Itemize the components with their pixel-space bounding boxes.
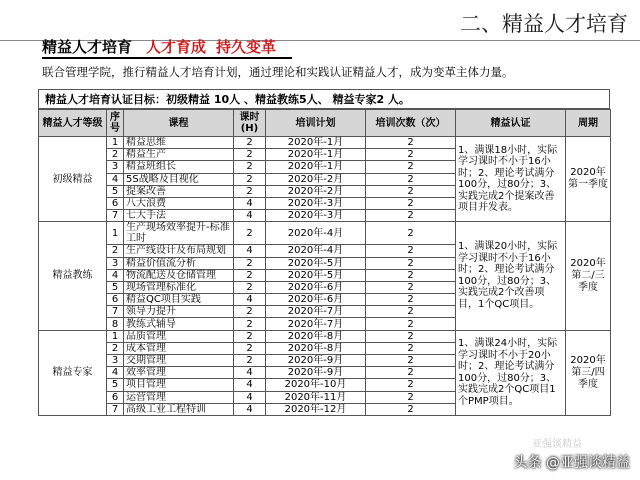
- no-cell: 8: [107, 318, 124, 330]
- no-cell: 6: [107, 197, 124, 209]
- col-header-cert: 精益认证: [456, 110, 566, 137]
- no-cell: 3: [107, 161, 124, 173]
- hours-cell: 4: [234, 379, 266, 391]
- times-cell: 2: [366, 245, 456, 257]
- plan-cell: 2020年-10月: [266, 379, 366, 391]
- plan-cell: 2020年-11月: [266, 391, 366, 403]
- plan-cell: 2020年-7月: [266, 306, 366, 318]
- times-cell: 2: [366, 281, 456, 293]
- heading-red-1: 人才育成: [146, 38, 207, 56]
- level-cell: 精益教练: [39, 222, 107, 330]
- times-cell: 2: [366, 149, 456, 161]
- plan-cell: 2020年-4月: [266, 245, 366, 257]
- course-cell: 精益价值流分析: [124, 257, 234, 269]
- no-cell: 6: [107, 294, 124, 306]
- plan-cell: 2020年-3月: [266, 197, 366, 209]
- hours-cell: 2: [234, 306, 266, 318]
- times-cell: 2: [366, 367, 456, 379]
- times-cell: 2: [366, 185, 456, 197]
- plan-cell: 2020年-6月: [266, 281, 366, 293]
- course-cell: 精益QC项目实践: [124, 294, 234, 306]
- course-cell: 5S战略及目视化: [124, 173, 234, 185]
- hours-cell: 4: [234, 197, 266, 209]
- hours-cell: 2: [234, 269, 266, 281]
- course-cell: 品质管理: [124, 330, 234, 342]
- hours-cell: 2: [234, 137, 266, 149]
- times-cell: 2: [366, 379, 456, 391]
- course-cell: 成本管理: [124, 342, 234, 354]
- times-cell: 2: [366, 222, 456, 245]
- course-cell: 七大手法: [124, 210, 234, 222]
- course-cell: 项目管理: [124, 379, 234, 391]
- heading-underline: [42, 57, 292, 59]
- times-cell: 2: [366, 330, 456, 342]
- plan-cell: 2020年-9月: [266, 367, 366, 379]
- table-body: [39, 137, 611, 416]
- hours-cell: 2: [234, 161, 266, 173]
- level-cell: 初级精益: [39, 137, 107, 222]
- heading-red-2: 持久变革: [216, 38, 277, 56]
- plan-cell: 2020年-6月: [266, 294, 366, 306]
- times-cell: 2: [366, 342, 456, 354]
- times-cell: 2: [366, 391, 456, 403]
- times-cell: 2: [366, 173, 456, 185]
- no-cell: 4: [107, 173, 124, 185]
- plan-cell: 2020年-8月: [266, 330, 366, 342]
- hours-cell: 4: [234, 403, 266, 415]
- course-cell: 教练式辅导: [124, 318, 234, 330]
- table-row: [39, 222, 611, 245]
- plan-cell: 2020年-7月: [266, 318, 366, 330]
- cert-cell: 1、满课24小时，实际学习课时不小于20小时；2、理论考试满分100分，过80分；3、实践完成2个QC项目1个PMP项目。: [456, 330, 566, 415]
- hours-cell: 4: [234, 391, 266, 403]
- heading-main: 精益人才培育: [42, 38, 133, 56]
- course-cell: 生产现场效率提升-标准工时: [124, 222, 234, 245]
- course-cell: 高级工业工程特训: [124, 403, 234, 415]
- hours-cell: 2: [234, 342, 266, 354]
- times-cell: 2: [366, 210, 456, 222]
- hours-cell: 2: [234, 185, 266, 197]
- no-cell: 7: [107, 210, 124, 222]
- course-cell: 生产线设计及布局规划: [124, 245, 234, 257]
- plan-cell: 2020年-2月: [266, 173, 366, 185]
- table-row: [39, 137, 611, 149]
- watermark: 头条 @亚强谈精益: [513, 455, 630, 471]
- course-cell: 精益班组长: [124, 161, 234, 173]
- period-cell: 2020年第二/三季度: [566, 222, 611, 330]
- times-cell: 2: [366, 294, 456, 306]
- hours-cell: 4: [234, 367, 266, 379]
- plan-cell: 2020年-2月: [266, 185, 366, 197]
- times-cell: 2: [366, 355, 456, 367]
- no-cell: 2: [107, 149, 124, 161]
- no-cell: 4: [107, 269, 124, 281]
- plan-cell: 2020年-4月: [266, 222, 366, 245]
- watermark-faded: 亚强谈精益: [532, 439, 582, 450]
- plan-cell: 2020年-3月: [266, 210, 366, 222]
- training-table: [38, 109, 611, 416]
- col-header-no: 序号: [107, 110, 124, 137]
- hours-cell: 2: [234, 318, 266, 330]
- no-cell: 5: [107, 281, 124, 293]
- page-heading: [42, 36, 276, 57]
- times-cell: 2: [366, 257, 456, 269]
- no-cell: 5: [107, 185, 124, 197]
- period-cell: 2020年第三/四季度: [566, 330, 611, 415]
- plan-cell: 2020年-5月: [266, 257, 366, 269]
- intro-text: 联合管理学院，推行精益人才培育计划，通过理论和实践认证精益人才，成为变革主体力量。: [42, 65, 514, 79]
- section-title: 二、精益人才培育: [460, 12, 628, 36]
- times-cell: 2: [366, 318, 456, 330]
- no-cell: 3: [107, 355, 124, 367]
- course-cell: 八大浪费: [124, 197, 234, 209]
- no-cell: 1: [107, 222, 124, 245]
- hours-cell: 2: [234, 330, 266, 342]
- no-cell: 3: [107, 257, 124, 269]
- no-cell: 7: [107, 306, 124, 318]
- no-cell: 2: [107, 245, 124, 257]
- course-cell: 交期管理: [124, 355, 234, 367]
- period-cell: 2020年第一季度: [566, 137, 611, 222]
- table-header-row: [39, 110, 611, 137]
- plan-cell: 2020年-5月: [266, 269, 366, 281]
- col-header-level: 精益人才等级: [39, 110, 107, 137]
- hours-cell: 2: [234, 149, 266, 161]
- course-cell: 领导力提升: [124, 306, 234, 318]
- no-cell: 7: [107, 403, 124, 415]
- course-cell: 提案改善: [124, 185, 234, 197]
- level-cell: 精益专家: [39, 330, 107, 415]
- no-cell: 5: [107, 379, 124, 391]
- times-cell: 2: [366, 197, 456, 209]
- plan-cell: 2020年-1月: [266, 161, 366, 173]
- course-cell: 效率管理: [124, 367, 234, 379]
- hours-cell: 2: [234, 257, 266, 269]
- plan-cell: 2020年-12月: [266, 403, 366, 415]
- no-cell: 4: [107, 367, 124, 379]
- no-cell: 1: [107, 330, 124, 342]
- hours-cell: 2: [234, 355, 266, 367]
- cert-cell: 1、满课20小时，实际学习课时不小于16小时；2、理论考试满分100分，过80分；3、实践完成2个改善项目，1个QC项目。: [456, 222, 566, 330]
- no-cell: 1: [107, 137, 124, 149]
- col-header-times: 培训次数（次）: [366, 110, 456, 137]
- col-header-plan: 培训计划: [266, 110, 366, 137]
- times-cell: 2: [366, 306, 456, 318]
- plan-cell: 2020年-9月: [266, 355, 366, 367]
- times-cell: 2: [366, 137, 456, 149]
- col-header-hours: 课时(H): [234, 110, 266, 137]
- times-cell: 2: [366, 269, 456, 281]
- times-cell: 2: [366, 403, 456, 415]
- plan-cell: 2020年-1月: [266, 149, 366, 161]
- hours-cell: 4: [234, 245, 266, 257]
- hours-cell: 2: [234, 173, 266, 185]
- plan-cell: 2020年-8月: [266, 342, 366, 354]
- no-cell: 2: [107, 342, 124, 354]
- course-cell: 现场管理标准化: [124, 281, 234, 293]
- plan-cell: 2020年-1月: [266, 137, 366, 149]
- course-cell: 精益思维: [124, 137, 234, 149]
- col-header-period: 周期: [566, 110, 611, 137]
- hours-cell: 4: [234, 210, 266, 222]
- training-table-container: [38, 89, 610, 416]
- course-cell: 运营管理: [124, 391, 234, 403]
- certification-target: 精益人才培育认证目标：初级精益 10人 、精益教练5人、 精益专家2 人。: [38, 89, 610, 109]
- col-header-course: 课程: [124, 110, 234, 137]
- hours-cell: 2: [234, 281, 266, 293]
- course-cell: 精益生产: [124, 149, 234, 161]
- no-cell: 6: [107, 391, 124, 403]
- table-row: [39, 330, 611, 342]
- times-cell: 2: [366, 161, 456, 173]
- course-cell: 物流配送及仓储管理: [124, 269, 234, 281]
- cert-cell: 1、满课18小时，实际学习课时不小于16小时；2、理论考试满分100分，过80分；3、实践完成2个提案改善项目并发表。: [456, 137, 566, 222]
- hours-cell: 2: [234, 222, 266, 245]
- hours-cell: 4: [234, 294, 266, 306]
